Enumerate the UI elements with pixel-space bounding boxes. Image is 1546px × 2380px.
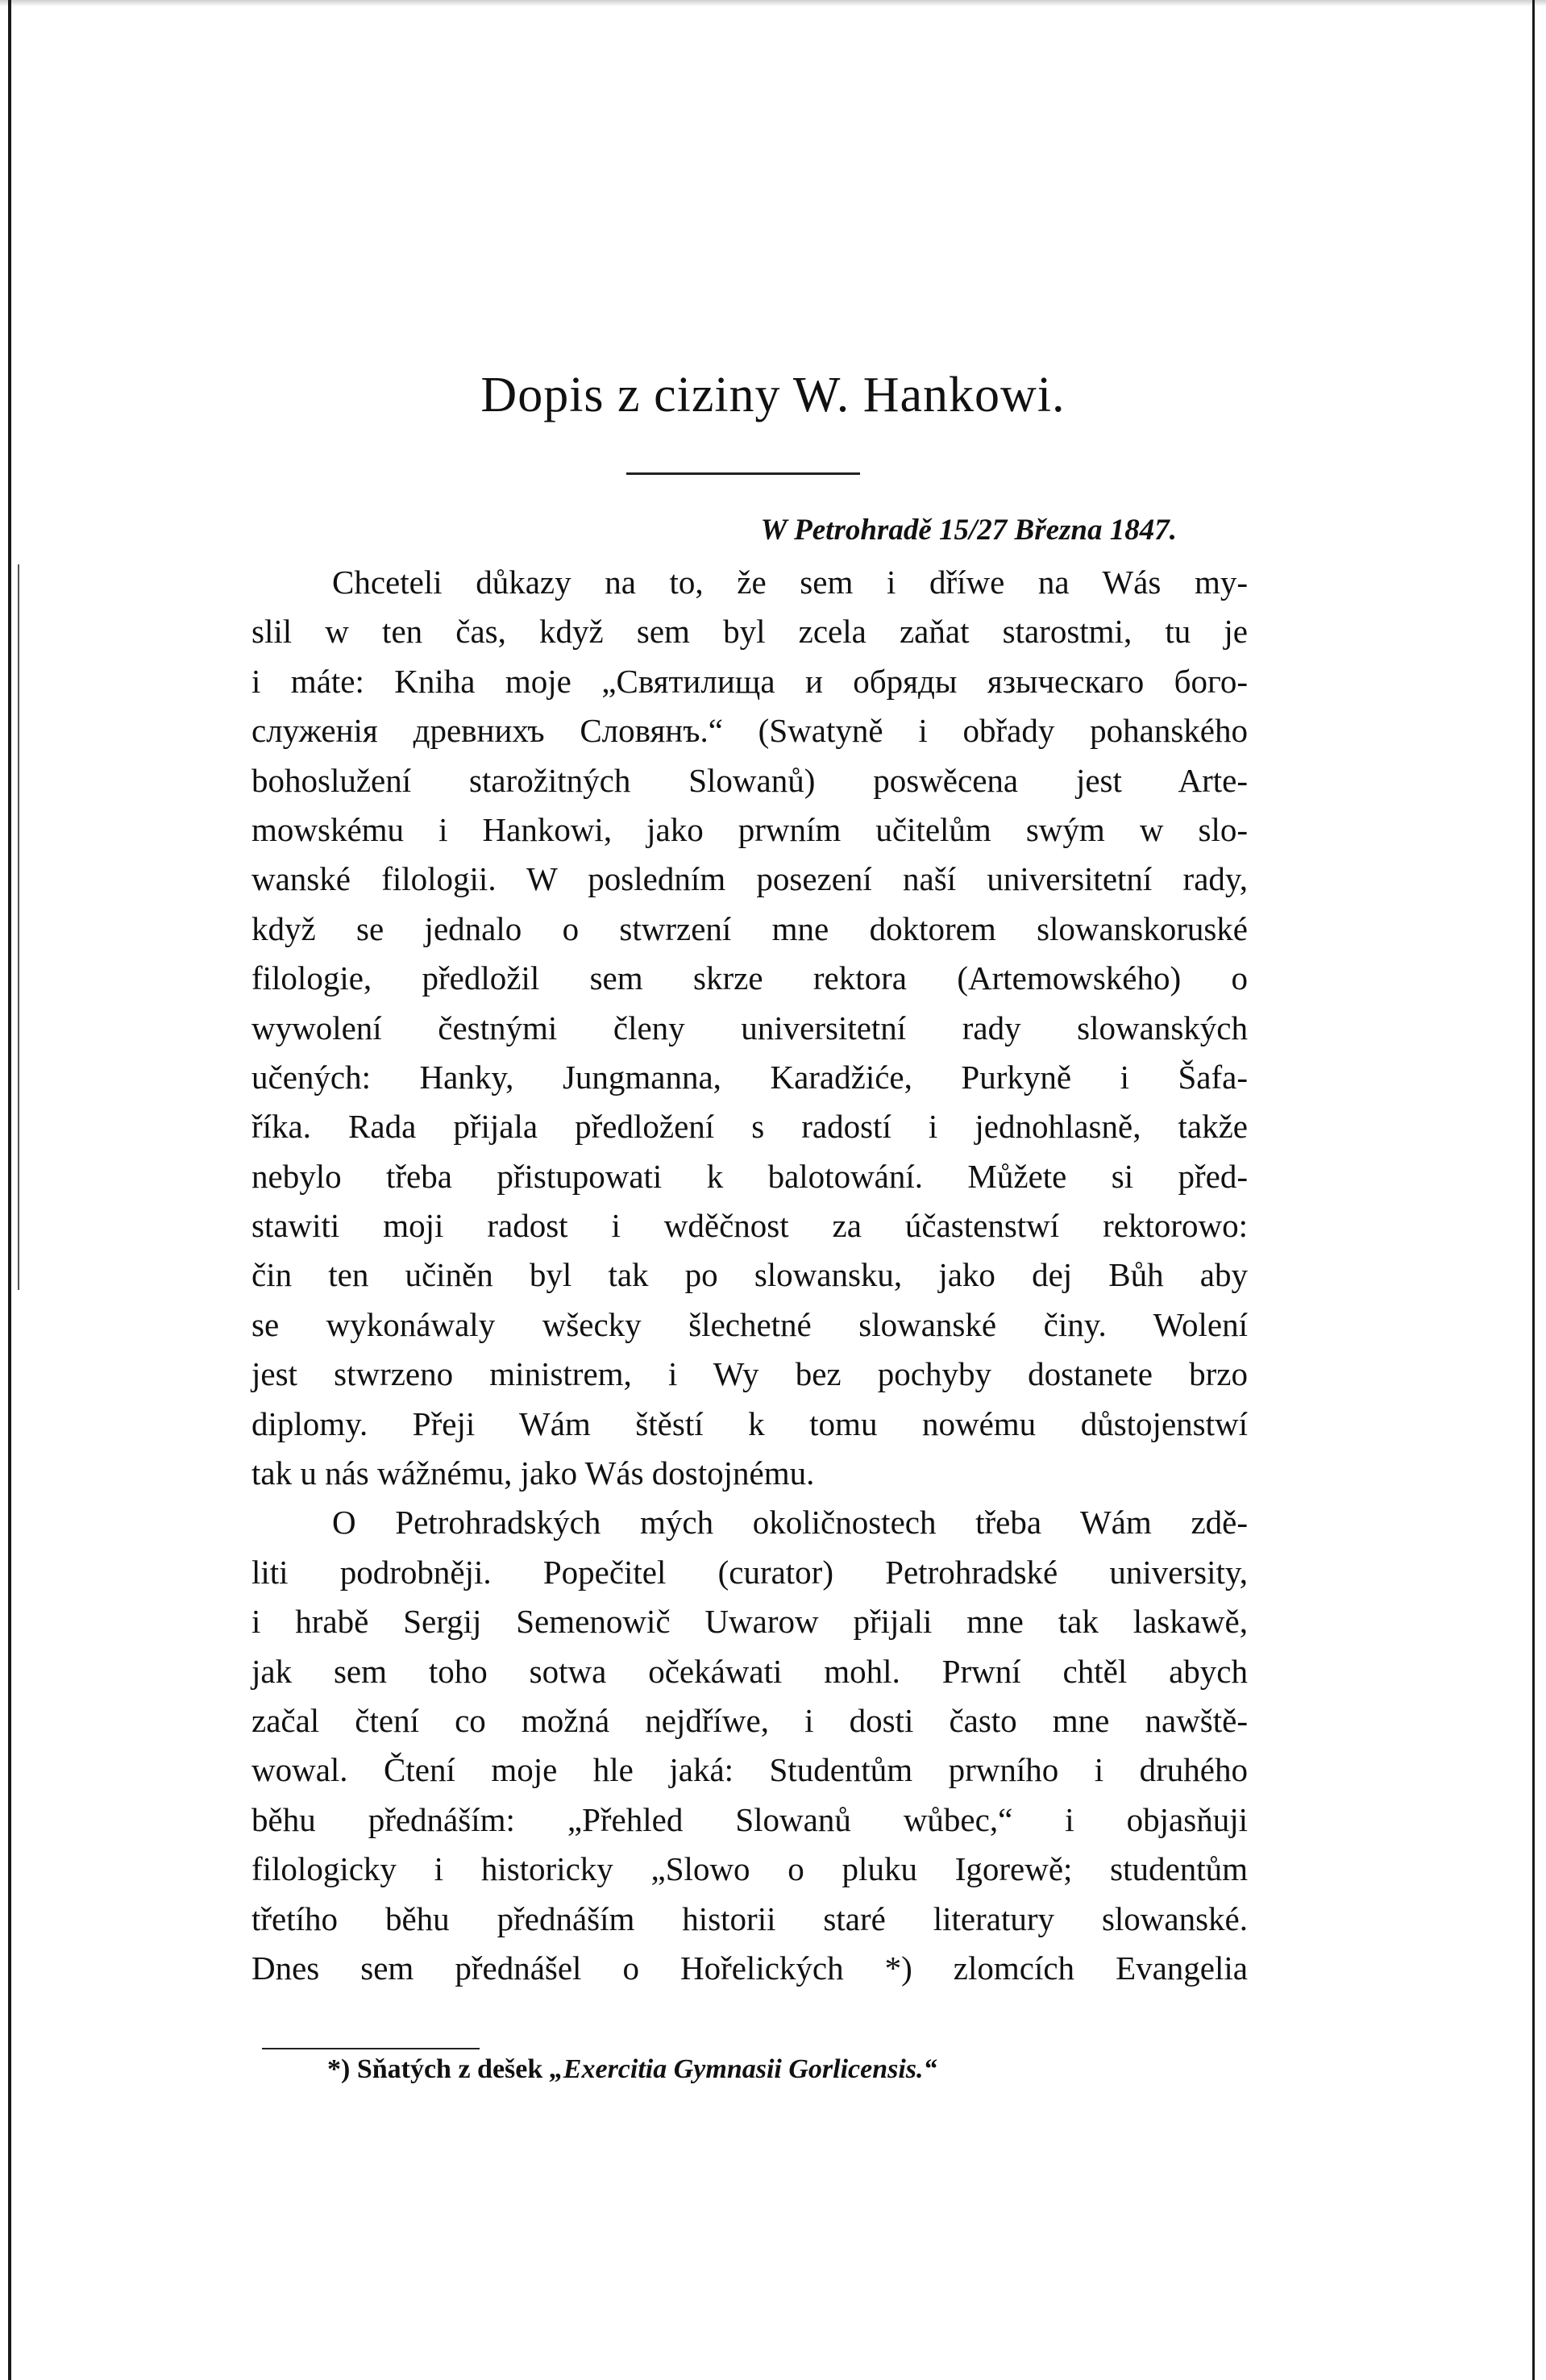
footnote-marker: *) Sňatých z dešek: [327, 2054, 550, 2084]
text-line: čin ten učiněn byl tak po slowansku, jako dej Bůh aby: [251, 1256, 1248, 1294]
text-line: wywolení čestnými členy universitetní rady slowanských: [251, 1009, 1248, 1046]
scan-left-shadow: [18, 564, 19, 1290]
footnote-source: „Exercitia Gymnasii Gorlicensis.“: [549, 2054, 937, 2084]
text-line: učených: Hanky, Jungmanna, Karadžiće, Purkyně i Šafa-: [251, 1058, 1248, 1096]
paragraph-2: [251, 1498, 1248, 1993]
text-line: když se jednalo o stwrzení mne doktorem slowanskoruské: [251, 909, 1248, 947]
text-line: tak u nás wážnému, jako Wás dostojnému.: [251, 1454, 815, 1492]
text-line: slil w ten čas, když sem byl zcela zaňat starostmi, tu je: [251, 613, 1248, 651]
footnote-divider: [262, 2048, 480, 2049]
text-line: wowal. Čtení moje hle jaká: Studentům prwního i druhého: [251, 1751, 1248, 1789]
text-line: diplomy. Přeji Wám štěstí k tomu nowému důstojenstwí: [251, 1404, 1248, 1442]
text-line: wanské filologii. W posledním posezení naší universitetní rady,: [251, 860, 1248, 898]
title-divider: [626, 472, 860, 475]
scan-right-edge: [1532, 0, 1535, 2380]
text-line: se wykonáwaly wšecky šlechetné slowanské činy. Wolení: [251, 1305, 1248, 1343]
text-line: O Petrohradských mých okoličnostech třeba Wám zdě-: [332, 1504, 1248, 1542]
text-line: nebylo třeba přistupowati k balotowání. Můžete si před-: [251, 1157, 1248, 1195]
text-line: říka. Rada přijala předložení s radostí i jednohlasně, takže: [251, 1108, 1248, 1146]
letter-body: [251, 558, 1248, 1993]
text-line: běhu přednáším: „Přehled Slowanů wůbec,“ i objasňuji: [251, 1800, 1248, 1838]
text-line: filologicky i historicky „Slowo o pluku Igorewě; studentům: [251, 1850, 1248, 1888]
text-line: začal čtení co možná nejdříwe, i dosti často mne nawště-: [251, 1701, 1248, 1739]
footnote: [327, 2054, 937, 2085]
text-line: i máte: Kniha moje „Святилища и обряды языческаго бого-: [251, 662, 1248, 700]
text-line: liti podrobněji. Popečitel (curator) Petrohradské university,: [251, 1553, 1248, 1591]
text-line: stawiti moji radost i wděčnost za účastenstwí rektorowo:: [251, 1207, 1248, 1245]
scan-top-edge: [0, 0, 1546, 6]
text-line: filologie, předložil sem skrze rektora (Artemowského) o: [251, 959, 1248, 997]
text-line: i hrabě Sergij Semenowič Uwarow přijali mne tak laskawě,: [251, 1603, 1248, 1641]
text-line: jak sem toho sotwa očekáwati mohl. Prwní chtěl abych: [251, 1652, 1248, 1690]
text-line: třetího běhu přednáším historii staré literatury slowanské.: [251, 1899, 1248, 1937]
text-line: Chceteli důkazy na to, že sem i dříwe na Wás my-: [332, 564, 1248, 601]
text-line: bohoslužení starožitných Slowanů) poswěcena jest Arte-: [251, 761, 1248, 799]
text-line: jest stwrzeno ministrem, i Wy bez pochyby dostanete brzo: [251, 1355, 1248, 1393]
paragraph-1: [251, 558, 1248, 1498]
dateline: W Petrohradě 15/27 Března 1847.: [760, 514, 1177, 547]
page-title: Dopis z ciziny W. Hankowi.: [480, 368, 1066, 422]
scan-left-edge: [8, 0, 11, 2380]
text-line: служенія древнихъ Словянъ.“ (Swatyně i obřady pohanského: [251, 712, 1248, 750]
text-line: mowskému i Hankowi, jako prwním učitelům swým w slo-: [251, 810, 1248, 848]
text-line: Dnes sem přednášel o Hořelických *) zlomcích Evangelia: [251, 1949, 1248, 1987]
